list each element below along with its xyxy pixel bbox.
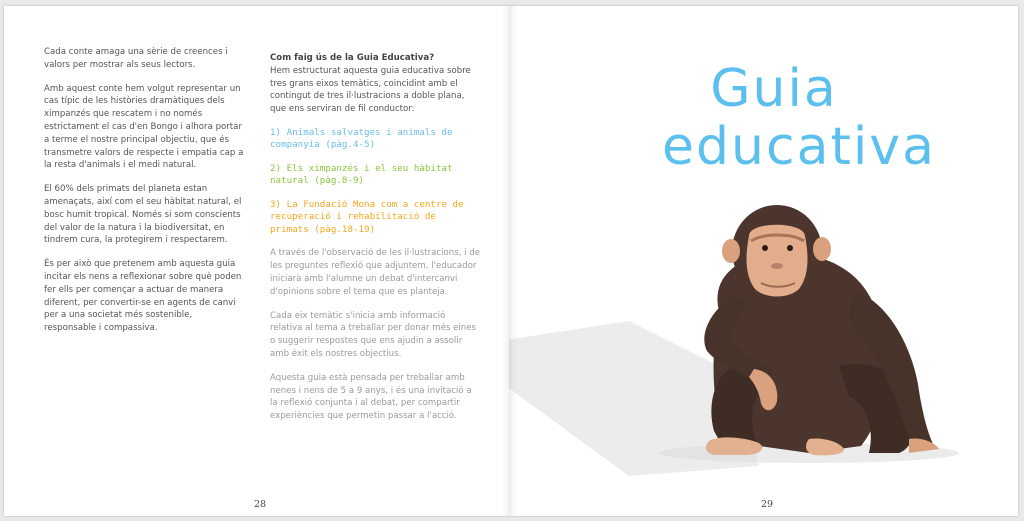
- usage-column: [270, 52, 480, 434]
- intro-paragraph-4: És per això que pretenem amb aquesta guia incitar els nens a reflexionar sobre què poden fer ells per començar a actuar de manera diferent, per convertir-se en agents de canvi per a una societat més sostenible, responsable i compassiva.: [44, 259, 242, 334]
- book-gutter: [502, 6, 518, 516]
- page-title-line-1: Guia: [710, 59, 838, 119]
- usage-paragraph-3: Aquesta guia està pensada per treballar amb nenes i nens de 5 a 9 anys, i és una invitació a la reflexió conjunta i al debat, per compartir experiències que permetin passar a l'acció.: [270, 372, 472, 422]
- usage-paragraph-1: A través de l'observació de les il·lustracions, i de les preguntes reflexió que adjuntem, l'educador iniciarà amb l'alumne un debat d'intercanvi d'opinions sobre el tema que es planteja.: [270, 248, 481, 297]
- usage-heading: Com faig ús de la Guia Educativa?: [270, 53, 435, 63]
- usage-paragraph-2: Cada eix temàtic s'inicia amb informació relativa al tema a treballar per donar més eines o suggerir respostes que ens ajudin a assolir amb èxit els nostres objectius.: [270, 310, 477, 360]
- theme-axis-1: 1) Animals salvatges i animals de companyia (pàg.4-5): [270, 126, 453, 151]
- intro-paragraph-2: Amb aquest conte hem volgut representar un cas típic de les històries dramàtiques dels ximpanzés que rescatem i no només estrictament el cas d'en Bongo i alhora portar a terme el nostre principal objectiu, que és transmetre valors de respecte i empatia cap a la resta d'animals i el medi natural.: [44, 83, 244, 171]
- page-number-right: 29: [761, 499, 774, 510]
- page-title-line-2: educativa: [662, 117, 936, 177]
- theme-axis-3: 3) La Fundació Mona com a centre de recuperació i rehabilitació de primats (pàg.18-19): [270, 198, 464, 235]
- page-number-left: 28: [254, 499, 267, 510]
- usage-intro: Hem estructurat aquesta guia educativa sobre tres grans eixos temàtics, coincidint amb el contingut de tres il·lustracions a doble plana, que ens serviran de fil conductor:: [270, 65, 471, 115]
- right-page: [509, 6, 1018, 516]
- chimpanzee-illustration: [509, 191, 1018, 491]
- left-page: [4, 6, 509, 516]
- intro-column: [44, 46, 244, 346]
- intro-paragraph-1: Cada conte amaga una sèrie de creences i valors per mostrar als seus lectors.: [44, 47, 228, 70]
- book-spread: [4, 6, 1018, 516]
- theme-axis-2: 2) Els ximpanzés i el seu hàbitat natural (pàg.8-9): [270, 162, 453, 187]
- intro-paragraph-3: El 60% dels primats del planeta estan amenaçats, així com el seu hàbitat natural, el bosc humit tropical. Només si som conscients del valor de la natura i la biodiversitat, en tindrem cura, la protegirem i respectarem.: [44, 184, 242, 246]
